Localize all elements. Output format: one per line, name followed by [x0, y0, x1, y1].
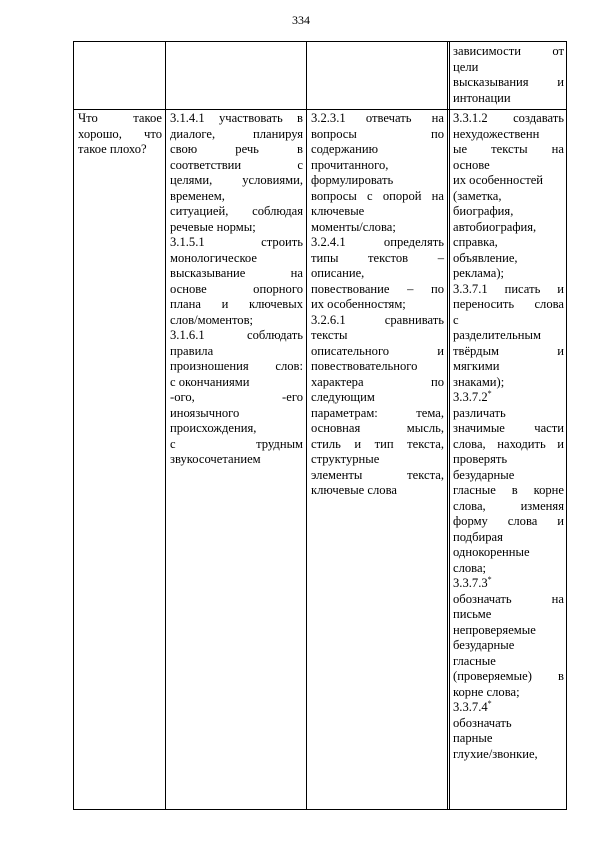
cell-line: хорошо, что — [78, 126, 162, 141]
cell-line: непроверяемые — [453, 622, 536, 637]
cell-line: типы текстов – — [311, 250, 444, 265]
cell-line: иноязычного — [170, 405, 240, 420]
cell-line: звукосочетанием — [170, 452, 261, 466]
cell-line: высказывание на — [170, 266, 303, 280]
cell-line: описание, — [311, 266, 365, 280]
cell-line: ключевые — [311, 204, 365, 218]
cell-line: подбирая — [453, 529, 503, 544]
cell-line: глухие/звонкие, — [453, 746, 538, 761]
cell-line: 3.3.7.1 писать и — [453, 281, 564, 296]
cell-line: различать — [453, 405, 506, 420]
page-number: 334 — [292, 13, 310, 27]
cell-line: форму слова и — [453, 514, 564, 528]
cell-line: разделительным — [453, 328, 541, 342]
cell-line: элементы текста, — [311, 467, 444, 482]
cell-line: биография, — [453, 204, 514, 218]
row1-col4-cell — [453, 44, 564, 106]
cell-line: 3.3.7.4* — [453, 699, 492, 714]
cell-line: 3.2.6.1 сравнивать — [311, 312, 444, 327]
cell-line: (проверяемые) в — [453, 669, 564, 683]
cell-line: их особенностям; — [311, 297, 406, 311]
cell-line: 3.1.6.1 соблюдать — [170, 328, 303, 342]
cell-line: знаками); — [453, 374, 505, 389]
cell-line: ые тексты на — [453, 142, 564, 156]
cell-line: Что такое — [78, 111, 162, 125]
row2-col1-cell — [78, 111, 162, 158]
column-divider-1 — [165, 41, 166, 810]
cell-line: параметрам: тема, — [311, 405, 444, 420]
row2-col2-cell — [170, 111, 303, 468]
cell-line: описательного и — [311, 343, 444, 358]
cell-line: основная мысль, — [311, 421, 444, 435]
cell-line: цели — [453, 59, 479, 74]
cell-line: произношения слов: — [170, 359, 303, 373]
cell-line: прочитанного, — [311, 157, 389, 172]
cell-line: стиль и тип текста, — [311, 436, 444, 451]
cell-line: обозначать на — [453, 591, 564, 606]
cell-line: 3.2.4.1 определять — [311, 235, 444, 249]
cell-line: корне слова; — [453, 684, 520, 699]
cell-line: безударные — [453, 638, 515, 652]
cell-line: речевые нормы; — [170, 219, 256, 234]
cell-line: 3.1.4.1 участвовать в — [170, 111, 303, 125]
cell-line: автобиография, — [453, 219, 537, 234]
cell-line: следующим — [311, 390, 375, 404]
cell-line: основе — [453, 157, 490, 172]
cell-line: повествовательного — [311, 359, 418, 373]
row2-col3-cell — [311, 111, 444, 499]
column-divider-3 — [447, 41, 450, 810]
cell-line: основе опорного — [170, 281, 303, 296]
footnote-mark: * — [487, 575, 492, 584]
footnote-mark: * — [487, 699, 492, 708]
cell-line: с трудным — [170, 436, 303, 451]
cell-line: тексты — [311, 328, 348, 342]
cell-line: 3.3.7.2* — [453, 389, 492, 404]
cell-line: реклама); — [453, 266, 505, 280]
cell-line: объявление, — [453, 250, 518, 265]
cell-line: высказывания и — [453, 75, 564, 89]
cell-line: характера по — [311, 374, 444, 389]
cell-line: слова, находить и — [453, 436, 564, 451]
cell-line: переносить слова — [453, 297, 564, 311]
cell-line: такое плохо? — [78, 142, 147, 156]
cell-line: проверять — [453, 452, 508, 466]
cell-line: безударные — [453, 467, 515, 482]
cell-line: слова; — [453, 560, 487, 575]
cell-line: однокоренные — [453, 545, 530, 559]
cell-line: формулировать — [311, 173, 394, 187]
cell-line: 3.3.1.2 создавать — [453, 111, 564, 125]
cell-line: обозначать — [453, 715, 512, 730]
cell-line: ситуацией, соблюдая — [170, 204, 303, 218]
cell-line: твёрдым и — [453, 343, 564, 358]
cell-line: слов/моментов; — [170, 312, 254, 327]
cell-line: с окончаниями — [170, 374, 250, 389]
cell-line: слова, изменяя — [453, 498, 564, 513]
cell-line: значимые части — [453, 421, 564, 435]
cell-line: моменты/слова; — [311, 219, 396, 234]
cell-line: гласные в корне — [453, 483, 564, 497]
cell-line: с — [453, 312, 459, 327]
cell-line: мягкими — [453, 359, 500, 373]
cell-line: правила — [170, 343, 214, 358]
cell-line: структурные — [311, 452, 380, 466]
cell-line: 3.2.3.1 отвечать на — [311, 111, 444, 125]
cell-line: справка, — [453, 235, 498, 249]
footnote-mark: * — [487, 389, 492, 398]
cell-line: вопросы по — [311, 126, 444, 141]
cell-line: зависимости от — [453, 44, 564, 58]
cell-line: письме — [453, 607, 492, 621]
cell-line: временем, — [170, 188, 225, 203]
cell-line: происхождения, — [170, 421, 257, 435]
cell-line: повествование – по — [311, 281, 444, 296]
cell-line: ключевые слова — [311, 483, 397, 497]
cell-line: 3.3.7.3* — [453, 575, 492, 590]
cell-line: целями, условиями, — [170, 173, 303, 187]
cell-line: гласные — [453, 653, 496, 668]
cell-line: плана и ключевых — [170, 297, 303, 311]
cell-line: вопросы с опорой на — [311, 188, 444, 203]
cell-line: 3.1.5.1 строить — [170, 235, 303, 249]
row2-col4-cell — [453, 111, 564, 762]
cell-line: монологическое — [170, 250, 257, 265]
cell-line: содержанию — [311, 142, 378, 156]
cell-line: парные — [453, 731, 493, 745]
column-divider-2 — [306, 41, 307, 810]
cell-line: (заметка, — [453, 188, 502, 203]
cell-line: -ого, -его — [170, 390, 303, 404]
cell-line: диалоге, планируя — [170, 126, 303, 141]
cell-line: их особенностей — [453, 173, 544, 187]
cell-line: свою речь в — [170, 142, 303, 156]
cell-line: интонации — [453, 90, 511, 105]
cell-line: соответствии с — [170, 157, 303, 172]
cell-line: нехудожественн — [453, 126, 540, 141]
